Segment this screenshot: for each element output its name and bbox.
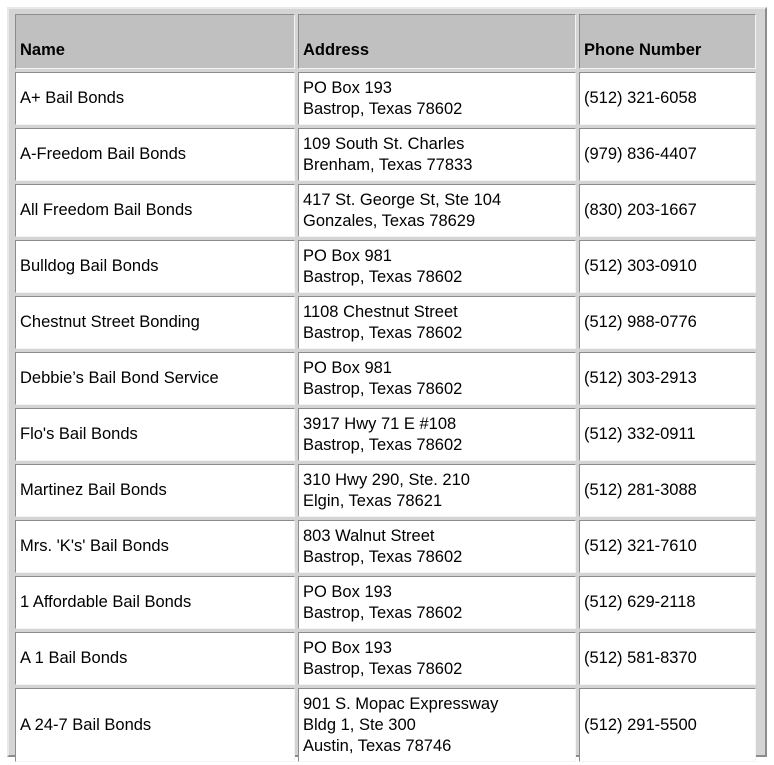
address-line: 310 Hwy 290, Ste. 210 — [303, 470, 470, 489]
address-line: Bastrop, Texas 78602 — [303, 435, 463, 454]
address-line: 3917 Hwy 71 E #108 — [303, 414, 457, 433]
address-line: PO Box 981 — [303, 358, 392, 377]
table-row — [15, 72, 756, 125]
cell-name: Chestnut Street Bonding — [15, 296, 295, 349]
cell-address — [298, 128, 576, 181]
cell-name: Bulldog Bail Bonds — [15, 240, 295, 293]
cell-address — [298, 464, 576, 517]
cell-phone: (512) 303-2913 — [579, 352, 756, 405]
address-line: Elgin, Texas 78621 — [303, 491, 443, 510]
address-line: Brenham, Texas 77833 — [303, 155, 473, 174]
cell-phone: (512) 321-7610 — [579, 520, 756, 573]
cell-phone: (512) 332-0911 — [579, 408, 756, 461]
cell-phone: (512) 291-5500 — [579, 688, 756, 762]
table-row — [15, 296, 756, 349]
table-header-row — [15, 14, 756, 69]
address-line: PO Box 193 — [303, 638, 392, 657]
cell-phone: (512) 303-0910 — [579, 240, 756, 293]
bail-bonds-table-frame — [7, 7, 767, 757]
address-line: 1108 Chestnut Street — [303, 302, 458, 321]
address-line: Bastrop, Texas 78602 — [303, 267, 463, 286]
cell-name: A 24-7 Bail Bonds — [15, 688, 295, 762]
table-row — [15, 520, 756, 573]
cell-name: A+ Bail Bonds — [15, 72, 295, 125]
header-address: Address — [298, 14, 576, 69]
table-row — [15, 352, 756, 405]
cell-name: Flo's Bail Bonds — [15, 408, 295, 461]
cell-name: Mrs. 'K's' Bail Bonds — [15, 520, 295, 573]
header-name: Name — [15, 14, 295, 69]
cell-name: Martinez Bail Bonds — [15, 464, 295, 517]
cell-address — [298, 408, 576, 461]
address-line: Gonzales, Texas 78629 — [303, 211, 476, 230]
cell-name: A 1 Bail Bonds — [15, 632, 295, 685]
address-line: PO Box 193 — [303, 582, 392, 601]
cell-address — [298, 688, 576, 762]
table-row — [15, 184, 756, 237]
table-row — [15, 576, 756, 629]
address-line: Bastrop, Texas 78602 — [303, 323, 463, 342]
table-row — [15, 632, 756, 685]
cell-phone: (512) 988-0776 — [579, 296, 756, 349]
cell-address — [298, 352, 576, 405]
cell-address — [298, 296, 576, 349]
cell-name: 1 Affordable Bail Bonds — [15, 576, 295, 629]
address-line: PO Box 193 — [303, 78, 392, 97]
cell-phone: (830) 203-1667 — [579, 184, 756, 237]
cell-address — [298, 240, 576, 293]
address-line: Bastrop, Texas 78602 — [303, 379, 463, 398]
address-line: Bastrop, Texas 78602 — [303, 547, 463, 566]
cell-address — [298, 576, 576, 629]
cell-phone: (512) 321-6058 — [579, 72, 756, 125]
address-line: Austin, Texas 78746 — [303, 736, 452, 755]
table-row — [15, 688, 756, 762]
table-row — [15, 128, 756, 181]
cell-phone: (512) 629-2118 — [579, 576, 756, 629]
cell-name: Debbie’s Bail Bond Service — [15, 352, 295, 405]
address-line: 803 Walnut Street — [303, 526, 435, 545]
table-row — [15, 464, 756, 517]
cell-phone: (979) 836-4407 — [579, 128, 756, 181]
cell-name: A-Freedom Bail Bonds — [15, 128, 295, 181]
address-line: Bastrop, Texas 78602 — [303, 659, 463, 678]
address-line: Bastrop, Texas 78602 — [303, 99, 463, 118]
cell-phone: (512) 281-3088 — [579, 464, 756, 517]
cell-address — [298, 184, 576, 237]
address-line: Bastrop, Texas 78602 — [303, 603, 463, 622]
cell-phone: (512) 581-8370 — [579, 632, 756, 685]
address-line: PO Box 981 — [303, 246, 392, 265]
table-row — [15, 408, 756, 461]
cell-address — [298, 632, 576, 685]
address-line: 901 S. Mopac Expressway — [303, 694, 499, 713]
address-line: Bldg 1, Ste 300 — [303, 715, 416, 734]
address-line: 417 St. George St, Ste 104 — [303, 190, 502, 209]
table-body — [15, 72, 756, 762]
address-line: 109 South St. Charles — [303, 134, 465, 153]
bail-bonds-table — [12, 11, 759, 765]
cell-name: All Freedom Bail Bonds — [15, 184, 295, 237]
cell-address — [298, 72, 576, 125]
table-row — [15, 240, 756, 293]
header-phone-number: Phone Number — [579, 14, 756, 69]
cell-address — [298, 520, 576, 573]
